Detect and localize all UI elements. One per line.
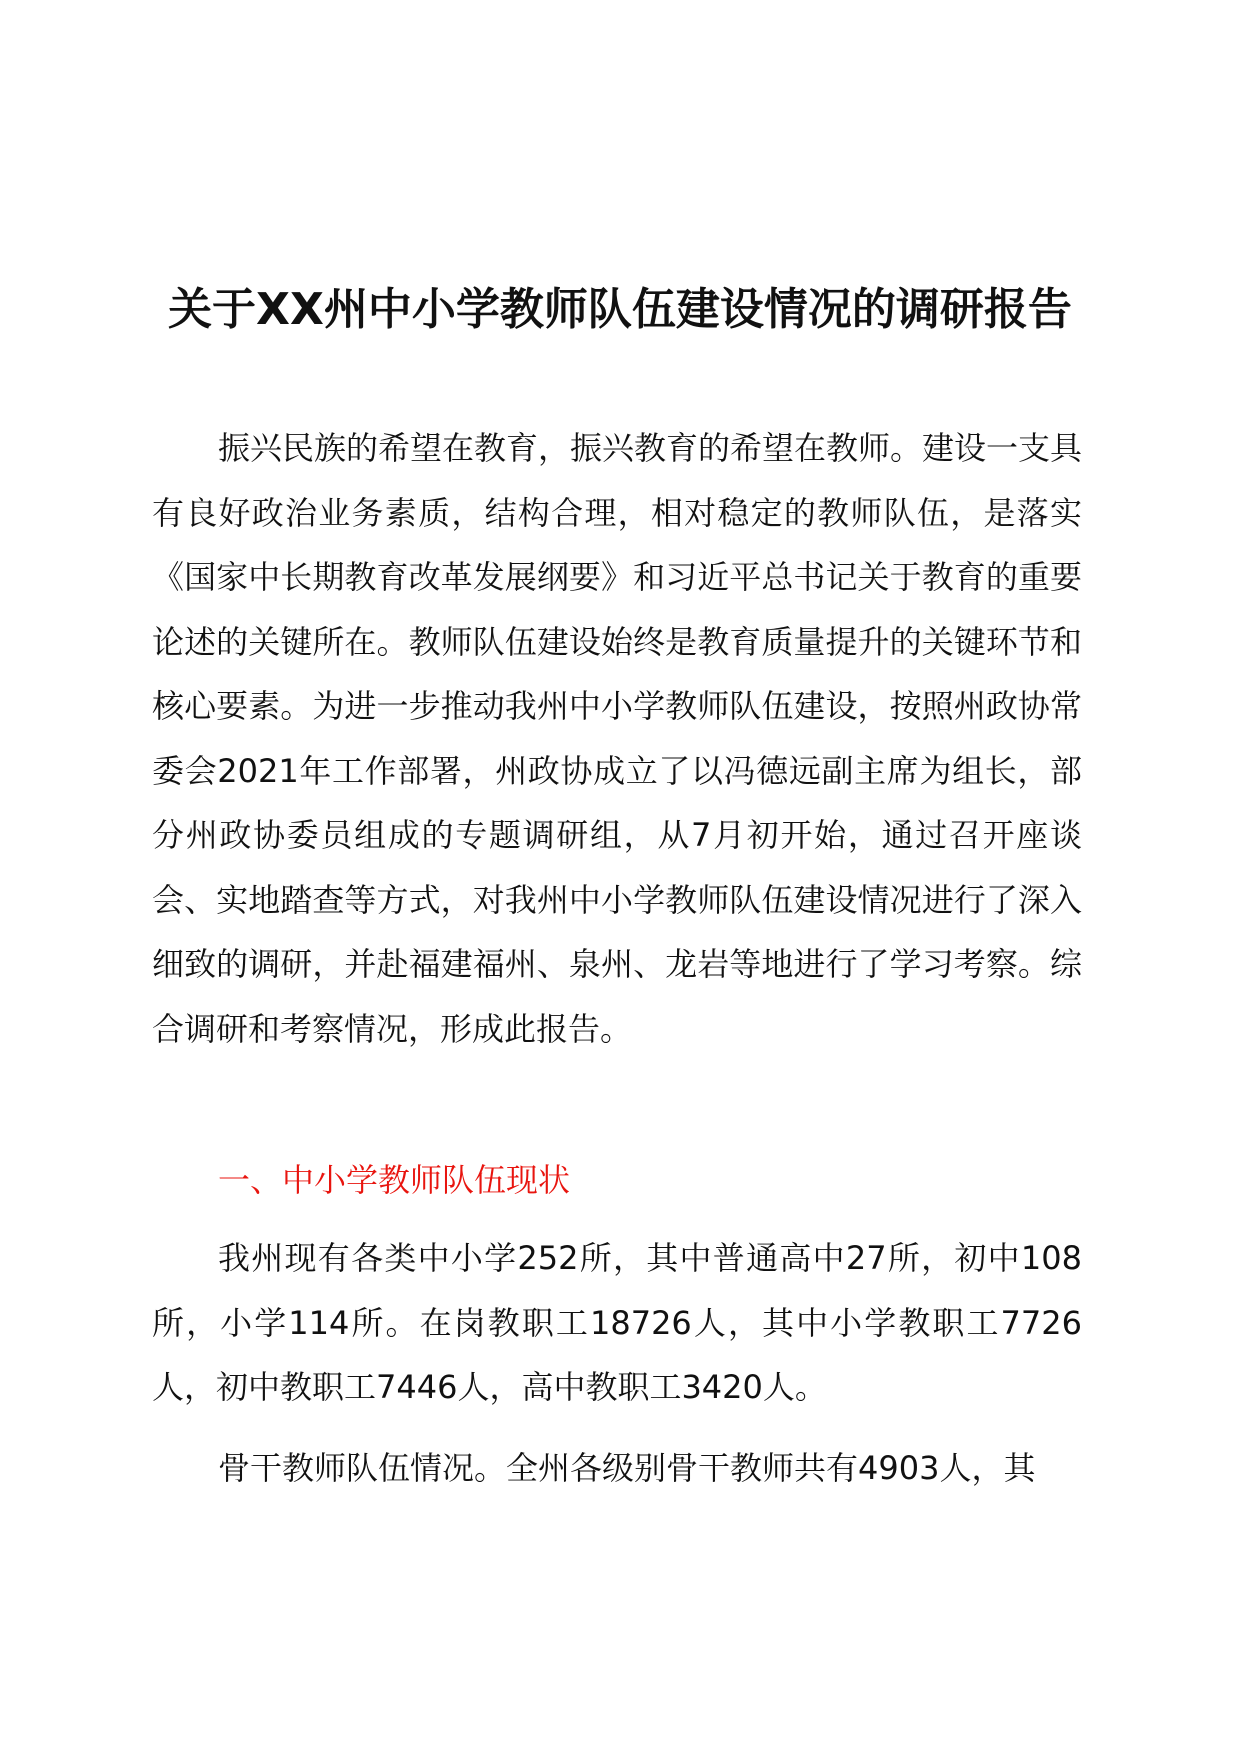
- section-heading: 一、中小学教师队伍现状: [218, 1161, 571, 1199]
- statistics-paragraph: 我州现有各类中小学252所，其中普通高中27所，初中108所，小学114所。在岗教职工18726人，其中小学教职工7726人，初中教职工7446人，高中教职工3420人。: [152, 1239, 1082, 1406]
- backbone-teachers-paragraph: 骨干教师队伍情况。全州各级别骨干教师共有4903人，其: [218, 1449, 1036, 1487]
- intro-paragraph: 振兴民族的希望在教育，振兴教育的希望在教师。建设一支具有良好政治业务素质，结构合理，相对稳定的教师队伍，是落实《国家中长期教育改革发展纲要》和习近平总书记关于教育的重要论述的关键所在。教师队伍建设始终是教育质量提升的关键环节和核心要素。为进一步推动我州中小学教师队伍建设，按照州政协常委会2021年工作部署，州政协成立了以冯德远副主席为组长，部分州政协委员组成的专题调研组，从7月初开始，通过召开座谈会、实地踏查等方式，对我州中小学教师队伍建设情况进行了深入细致的调研，并赴福建福州、泉州、龙岩等地进行了学习考察。综合调研和考察情况，形成此报告。: [152, 429, 1083, 1048]
- document-title: 关于XX州中小学教师队伍建设情况的调研报告: [168, 284, 1072, 336]
